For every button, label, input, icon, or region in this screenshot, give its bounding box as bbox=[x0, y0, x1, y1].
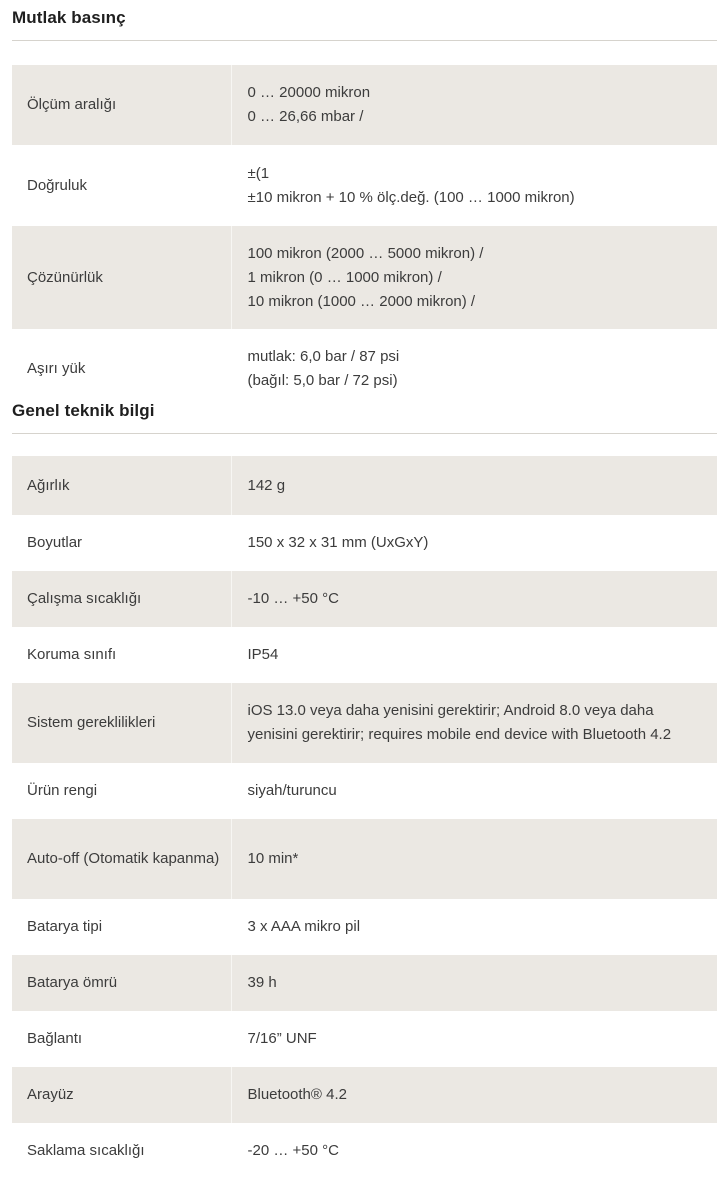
row-value bbox=[231, 145, 717, 226]
table-row bbox=[12, 1123, 717, 1179]
row-value bbox=[231, 955, 717, 1011]
table-row bbox=[12, 456, 717, 515]
value-line: 10 mikron (1000 … 2000 mikron) / bbox=[247, 292, 476, 310]
row-label: Batarya tipi bbox=[27, 918, 103, 935]
value-line: 142 g bbox=[247, 476, 286, 494]
row-value bbox=[231, 763, 717, 819]
row-label: Ağırlık bbox=[12, 456, 231, 515]
value-line: 3 x AAA mikro pil bbox=[247, 918, 361, 935]
value-line: -10 … +50 °C bbox=[247, 590, 339, 607]
value-line: 7/16” UNF bbox=[247, 1030, 317, 1047]
value-line: 10 min* bbox=[247, 850, 299, 867]
row-label: Koruma sınıfı bbox=[27, 646, 117, 663]
row-value bbox=[231, 329, 717, 408]
spec-table bbox=[12, 456, 717, 1179]
row-value bbox=[231, 456, 717, 515]
row-value bbox=[231, 899, 717, 955]
value-line: 0 … 20000 mikron bbox=[247, 84, 371, 101]
row-label: Batarya ömrü bbox=[12, 955, 231, 1011]
row-label: Ölçüm aralığı bbox=[12, 65, 231, 145]
section-general-technical bbox=[0, 400, 727, 1179]
row-value bbox=[231, 515, 717, 571]
value-line: 100 mikron (2000 … 5000 mikron) / bbox=[247, 244, 484, 262]
value-line: 1 mikron (0 … 1000 mikron) / bbox=[247, 268, 442, 286]
value-line: -20 … +50 °C bbox=[247, 1142, 339, 1159]
table-row bbox=[12, 226, 717, 329]
row-label: Auto-off (Otomatik kapanma) bbox=[12, 819, 231, 899]
row-value bbox=[231, 65, 717, 145]
row-label: Doğruluk bbox=[27, 176, 88, 194]
value-line: Bluetooth® 4.2 bbox=[247, 1086, 347, 1103]
value-line: mutlak: 6,0 bar / 87 psi bbox=[247, 347, 400, 365]
spec-table bbox=[12, 65, 717, 408]
value-line: iOS 13.0 veya daha yenisini gerektirir; Android 8.0 veya daha bbox=[247, 702, 654, 719]
section-title: Genel teknik bilgi bbox=[12, 401, 155, 420]
value-line: (bağıl: 5,0 bar / 72 psi) bbox=[247, 371, 398, 389]
table-row bbox=[12, 1011, 717, 1067]
row-label: Bağlantı bbox=[27, 1030, 83, 1047]
value-line: IP54 bbox=[247, 646, 279, 663]
table-row bbox=[12, 571, 717, 627]
value-line: 0 … 26,66 mbar / bbox=[247, 108, 364, 125]
row-value bbox=[231, 1011, 717, 1067]
table-row bbox=[12, 955, 717, 1011]
table-row bbox=[12, 763, 717, 819]
row-label: Saklama sıcaklığı bbox=[27, 1142, 145, 1159]
table-row bbox=[12, 329, 717, 408]
row-value bbox=[231, 571, 717, 627]
row-label: Sistem gereklilikleri bbox=[12, 683, 231, 763]
value-line: ±10 mikron + 10 % ölç.değ. (100 … 1000 mikron) bbox=[247, 188, 575, 206]
value-line: 39 h bbox=[247, 974, 277, 991]
table-row bbox=[12, 145, 717, 226]
row-label: Çalışma sıcaklığı bbox=[12, 571, 231, 627]
row-label: Aşırı yük bbox=[27, 359, 86, 377]
row-value bbox=[231, 1067, 717, 1123]
row-value bbox=[231, 1123, 717, 1179]
table-row bbox=[12, 899, 717, 955]
table-row bbox=[12, 683, 717, 763]
row-value bbox=[231, 627, 717, 683]
row-value bbox=[231, 226, 717, 329]
row-label: Çözünürlük bbox=[12, 226, 231, 329]
table-row bbox=[12, 627, 717, 683]
table-row bbox=[12, 1067, 717, 1123]
row-value bbox=[231, 819, 717, 899]
value-line: ±(1 bbox=[247, 164, 270, 182]
value-line: 150 x 32 x 31 mm (UxGxY) bbox=[247, 534, 429, 551]
section-absolute-pressure bbox=[0, 0, 727, 408]
table-row bbox=[12, 65, 717, 145]
value-line: siyah/turuncu bbox=[247, 782, 337, 799]
value-line: yenisini gerektirir; requires mobile end device with Bluetooth 4.2 bbox=[247, 726, 672, 743]
row-value bbox=[231, 683, 717, 763]
section-title: Mutlak basınç bbox=[12, 8, 126, 27]
table-row bbox=[12, 515, 717, 571]
row-label: Ürün rengi bbox=[27, 782, 98, 799]
row-label: Boyutlar bbox=[27, 534, 83, 551]
table-row bbox=[12, 819, 717, 899]
row-label: Arayüz bbox=[12, 1067, 231, 1123]
